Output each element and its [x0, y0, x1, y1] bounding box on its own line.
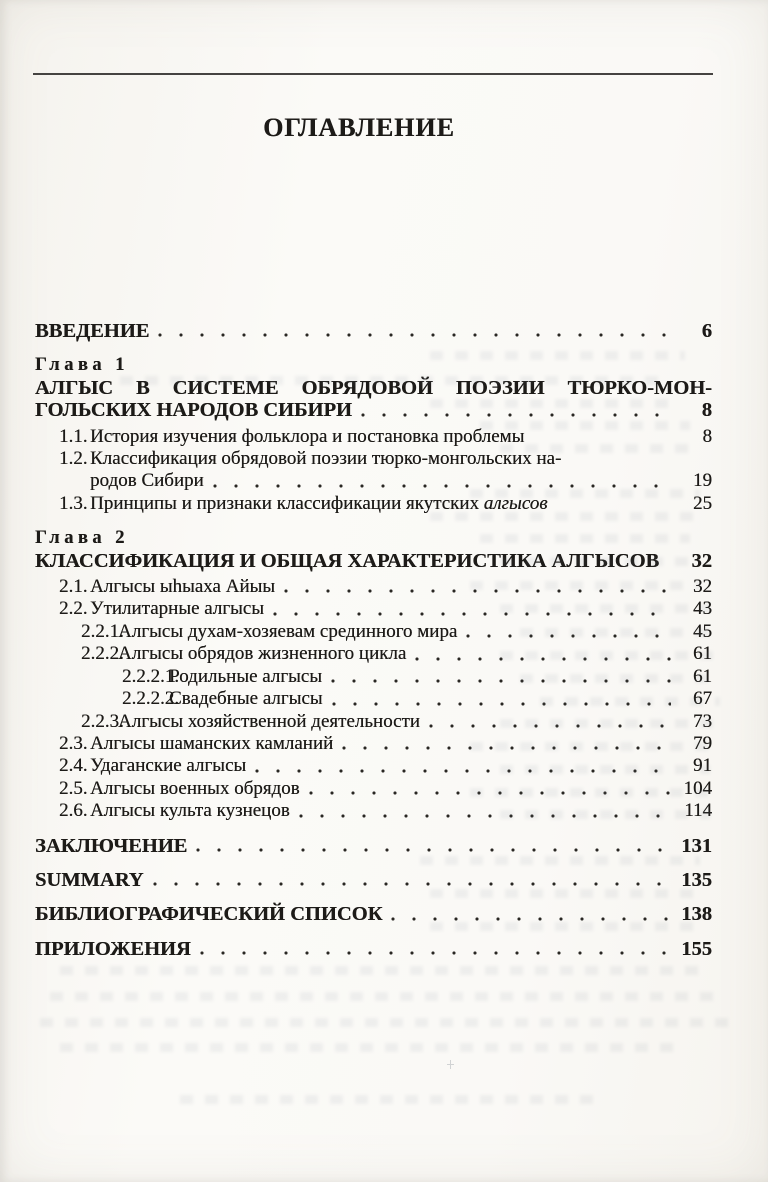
- toc-entry-page: 131: [681, 834, 712, 857]
- toc-row: [35, 576, 712, 598]
- toc-entry-text-part: Глава 2: [35, 528, 129, 549]
- toc-entry-number: 2.4.: [59, 755, 88, 777]
- page-title: ОГЛАВЛЕНИЕ: [263, 113, 455, 142]
- toc-entry-number: 2.2.2.: [81, 643, 124, 665]
- toc-row: [35, 733, 712, 755]
- toc-entry-page: 91: [693, 755, 712, 777]
- toc-entry-text: [169, 688, 323, 710]
- toc-entry-text: [35, 835, 187, 857]
- toc-row: [35, 493, 712, 515]
- toc-entry-number: 1.3.: [59, 492, 88, 514]
- toc-row: [35, 643, 712, 665]
- toc-row: [35, 621, 712, 643]
- toc-entry-text: [90, 778, 300, 800]
- toc-entry-text: [118, 711, 420, 733]
- toc-entry-text-part: ГОЛЬСКИХ НАРОДОВ СИБИРИ: [35, 399, 352, 422]
- toc-entry-page: 8: [702, 425, 712, 447]
- toc-entry-text: [118, 621, 457, 643]
- toc-entry-text-part: Родильные алгысы: [169, 665, 322, 687]
- toc-entry-text: [35, 399, 352, 421]
- toc-entry-page: 45: [693, 620, 712, 642]
- toc-entry-text: [35, 354, 129, 376]
- toc-row: [35, 527, 712, 549]
- toc-row: [35, 711, 712, 733]
- dot-leader: [352, 399, 678, 421]
- dot-leader: [187, 835, 678, 857]
- toc-row: [35, 426, 712, 448]
- toc-entry-page: 138: [681, 903, 712, 926]
- toc-entry-number: 2.1.: [59, 576, 88, 598]
- toc-row: [35, 377, 712, 399]
- toc-entry-text-part: Алгысы культа кузнецов: [90, 800, 290, 822]
- toc-entry-text: [169, 666, 322, 688]
- toc-entry-number: 1.2.: [59, 448, 88, 470]
- toc-entry-page: 43: [693, 598, 712, 620]
- toc-entry-text: [35, 527, 129, 549]
- toc-entry-text: [90, 576, 275, 598]
- toc-entry-number: 1.1.: [59, 425, 88, 447]
- toc-entry-page: 104: [683, 777, 712, 799]
- toc-row: [35, 938, 712, 960]
- toc-entry-number: 2.3.: [59, 732, 88, 754]
- toc-entry-page: 61: [693, 665, 712, 687]
- toc-entry-number: 2.2.: [59, 598, 88, 620]
- toc-entry-text: [90, 755, 246, 777]
- toc-entry-text: [118, 643, 406, 665]
- dot-leader: [457, 621, 678, 643]
- dot-leader: [547, 493, 678, 515]
- dot-leader: [333, 733, 678, 755]
- toc-entry-text: [90, 800, 290, 822]
- dot-leader: [264, 598, 678, 620]
- dot-leader: [204, 470, 678, 492]
- dot-leader: [144, 869, 678, 891]
- toc-row: [35, 598, 712, 620]
- toc-entry-text-part: Алгысы обрядов жизненного цикла: [118, 643, 407, 665]
- toc-entry-text-part: БИБЛИОГРАФИЧЕСКИЙ СПИСОК: [35, 903, 383, 926]
- showthrough-line: [180, 1095, 600, 1104]
- toc-entry-text: [35, 869, 144, 891]
- toc-entry-number: 2.2.3.: [81, 710, 124, 732]
- dot-leader: [322, 666, 678, 688]
- toc-row: [35, 399, 712, 421]
- dot-leader: [300, 778, 678, 800]
- dot-leader: [323, 688, 678, 710]
- toc-entry-text-part: Принципы и признаки классификации якутских: [90, 492, 484, 514]
- toc-entry-text-part: Глава 1: [35, 355, 129, 376]
- toc-entry-text: [35, 903, 382, 925]
- toc-entry-page: 8: [701, 399, 712, 422]
- toc-entry-text: [90, 733, 333, 755]
- toc-entry-text: [35, 320, 149, 342]
- dot-leader: [524, 426, 678, 448]
- toc-entry-page: 6: [701, 320, 712, 342]
- toc-entry-text: [90, 470, 204, 492]
- toc-row: [35, 778, 712, 800]
- toc-row: [35, 755, 712, 777]
- toc-entry-text-part: Алгысы военных обрядов: [90, 777, 300, 799]
- table-of-contents: [35, 320, 712, 960]
- toc-row: [35, 835, 712, 857]
- toc-entry-text-part: ЗАКЛЮЧЕНИЕ: [35, 834, 188, 857]
- toc-entry-text-part: Алгысы хозяйственной деятельности: [118, 710, 420, 732]
- toc-row: [35, 320, 712, 342]
- dot-leader: [149, 320, 678, 342]
- toc-entry-text: [35, 550, 659, 572]
- toc-entry-page: 19: [693, 470, 712, 492]
- toc-entry-text-part: Классификация обрядовой поэзии тюрко-монгольских на-: [90, 448, 562, 470]
- toc-entry-text-part: Утилитарные алгысы: [90, 598, 264, 620]
- toc-entry-page: 79: [693, 732, 712, 754]
- registration-mark: [447, 1060, 454, 1069]
- dot-leader: [406, 643, 678, 665]
- toc-entry-text-part: КЛАССИФИКАЦИЯ И ОБЩАЯ ХАРАКТЕРИСТИКА АЛГЫСОВ: [35, 549, 660, 572]
- toc-entry-text-part: Свадебные алгысы: [169, 688, 323, 710]
- toc-entry-page: 155: [681, 937, 712, 960]
- toc-entry-page: 61: [693, 643, 712, 665]
- toc-entry-page: 114: [684, 800, 712, 822]
- toc-entry-text-part: SUMMARY: [35, 868, 144, 891]
- toc-entry-page: 135: [681, 868, 712, 891]
- toc-entry-text-part: ПРИЛОЖЕНИЯ: [35, 937, 191, 960]
- toc-entry-page: 25: [693, 492, 712, 514]
- toc-row: [35, 903, 712, 925]
- toc-row: [35, 688, 712, 710]
- toc-entry-text-part: Алгысы шаманских камланий: [90, 732, 334, 754]
- toc-row: [35, 354, 712, 376]
- dot-leader: [275, 576, 678, 598]
- toc-entry-page: 67: [693, 688, 712, 710]
- toc-entry-text: [35, 938, 191, 960]
- dot-leader: [420, 711, 678, 733]
- toc-entry-page: 32: [691, 549, 712, 572]
- dot-leader: [382, 903, 678, 925]
- showthrough-line: [60, 1043, 680, 1052]
- toc-entry-number: 2.2.2.1.: [122, 665, 179, 687]
- toc-entry-text-part: История изучения фольклора и постановка проблемы: [90, 425, 525, 447]
- toc-entry-text-part: Алгысы духам-хозяевам срединного мира: [118, 620, 458, 642]
- toc-row: [35, 666, 712, 688]
- toc-entry-text-part: Удаганские алгысы: [90, 755, 247, 777]
- toc-row: [35, 448, 712, 470]
- toc-entry-text-part: родов Сибири: [90, 470, 204, 492]
- toc-row: [35, 800, 712, 822]
- toc-row: [35, 869, 712, 891]
- toc-entry-text-italic: алгысов: [483, 492, 548, 514]
- toc-entry-page: 73: [693, 710, 712, 732]
- showthrough-line: [60, 966, 710, 975]
- dot-leader: [290, 800, 678, 822]
- toc-entry-text-part: ВВЕДЕНИЕ: [35, 320, 150, 342]
- toc-entry-text: [35, 377, 712, 399]
- toc-entry-number: 2.5.: [59, 777, 88, 799]
- toc-entry-text: [90, 598, 264, 620]
- showthrough-line: [40, 1018, 730, 1027]
- dot-leader: [246, 755, 678, 777]
- toc-entry-number: 2.2.1.: [81, 620, 124, 642]
- dot-leader: [191, 938, 678, 960]
- toc-row: [35, 550, 712, 572]
- dot-leader: [659, 550, 678, 572]
- header-rule: [33, 73, 713, 75]
- toc-entry-text: [90, 426, 524, 448]
- toc-entry-text-part: Алгысы ыһыаха Айыы: [90, 576, 276, 598]
- showthrough-line: [50, 992, 720, 1001]
- toc-entry-text-part: АЛГЫС В СИСТЕМЕ ОБРЯДОВОЙ ПОЭЗИИ ТЮРКО-МОН-: [35, 376, 712, 399]
- toc-entry-number: 2.2.2.2.: [122, 688, 179, 710]
- toc-entry-text: [90, 448, 561, 470]
- toc-entry-text: [90, 493, 547, 515]
- toc-row: [35, 470, 712, 492]
- toc-entry-page: 32: [693, 576, 712, 598]
- toc-entry-number: 2.6.: [59, 800, 88, 822]
